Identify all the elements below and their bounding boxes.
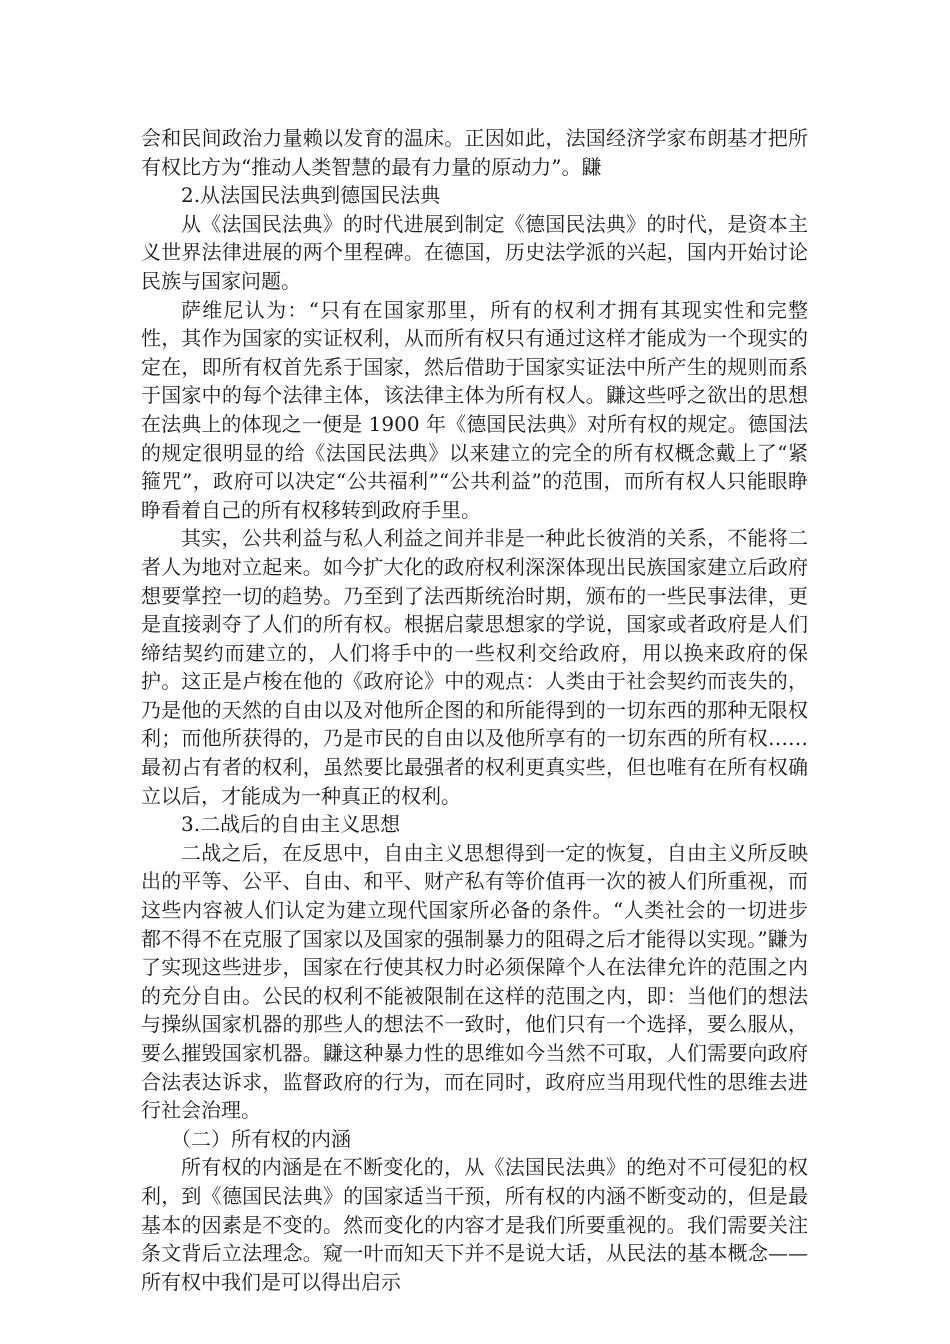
paragraph-civil-code-eras: 从《法国民法典》的时代进展到制定《德国民法典》的时代，是资本主义世界法律进展的两个里程碑。在德国，历史法学派的兴起，国内开始讨论民族与国家问题。: [141, 211, 808, 293]
paragraph-postwar-liberalism: 二战之后，在反思中，自由主义思想得到一定的恢复，自由主义所反映出的平等、公平、自由、和平、财产私有等价值再一次的被人们所重视，而这些内容被人们认定为建立现代国家所必备的条件。“人类社会的一切进步都不得不在克服了国家以及国家的强制暴力的阻碍之后才能得以实现。”鼸为了实现这些进步，国家在行使其权力时必须保障个人在法律允许的范围之内的充分自由。公民的权利不能被限制在这样的范围之内，即：当他们的想法与操纵国家机器的那些人的想法不一致时，他们只有一个选择，要么服从，要么摧毁国家机器。鼸这种暴力性的思维如今当然不可取，人们需要向政府合法表达诉求，监督政府的行为，而在同时，政府应当用现代性的思维去进行社会治理。: [141, 840, 808, 1123]
section-heading-postwar-liberalism: 3.二战后的自由主义思想: [181, 812, 401, 837]
paragraph-savigny: 萨维尼认为：“只有在国家那里，所有的权利才拥有其现实性和完整性，其作为国家的实证权利，从而所有权只有通过这样才能成为一个现实的定在，即所有权首先系于国家，然后借助于国家实证法中所产生的规则而系于国家中的每个法律主体，该法律主体为所有权人。鼸这些呼之欲出的思想在法典上的体现之一便是 1900 年《德国民法典》对所有权的规定。德国法的规定很明显的给《法国民法典》以来建立的完全的所有权概念戴上了“紧箍咒”，政府可以决定“公共福利”“公共利益”的范围，而所有权人只能眼睁睁看着自己的所有权移转到政府手里。: [141, 297, 808, 522]
paragraph-continuation: 会和民间政治力量赖以发育的温床。正因如此，法国经济学家布朗基才把所有权比方为“推动人类智慧的最有力量的原动力”。鼸: [141, 126, 808, 179]
document-body: [141, 124, 808, 1296]
paragraph-public-private-interest: 其实，公共利益与私人利益之间并非是一种此长彼消的关系，不能将二者人为地对立起来。如今扩大化的政府权利深深体现出民族国家建立后政府想要掌控一切的趋势。乃至到了法西斯统治时期，颁布的一些民事法律，更是直接剥夺了人们的所有权。根据启蒙思想家的学说，国家或者政府是人们缔结契约而建立的，人们将手中的一些权利交给政府，用以换来政府的保护。这正是卢梭在他的《政府论》中的观点：人类由于社会契约而丧失的，乃是他的天然的自由以及对他所企图的和所能得到的一切东西的那种无限权利；而他所获得的，乃是市民的自由以及他所享有的一切东西的所有权……最初占有者的权利，虽然要比最强者的权利更真实些，但也唯有在所有权确立以后，才能成为一种真正的权利。: [141, 526, 808, 808]
paragraph-ownership-meaning: 所有权的内涵是在不断变化的，从《法国民法典》的绝对不可侵犯的权利，到《德国民法典》的国家适当干预，所有权的内涵不断变动的，但是最基本的因素是不变的。然而变化的内容才是我们所要重视的。我们需要关注条文背后立法理念。窥一叶而知天下并不是说大话，从民法的基本概念——所有权中我们是可以得出启示: [141, 1155, 808, 1294]
section-heading-french-to-german-civil-code: 2.从法国民法典到德国民法典: [181, 183, 441, 208]
section-heading-ownership-meaning: （二）所有权的内涵: [171, 1126, 351, 1151]
